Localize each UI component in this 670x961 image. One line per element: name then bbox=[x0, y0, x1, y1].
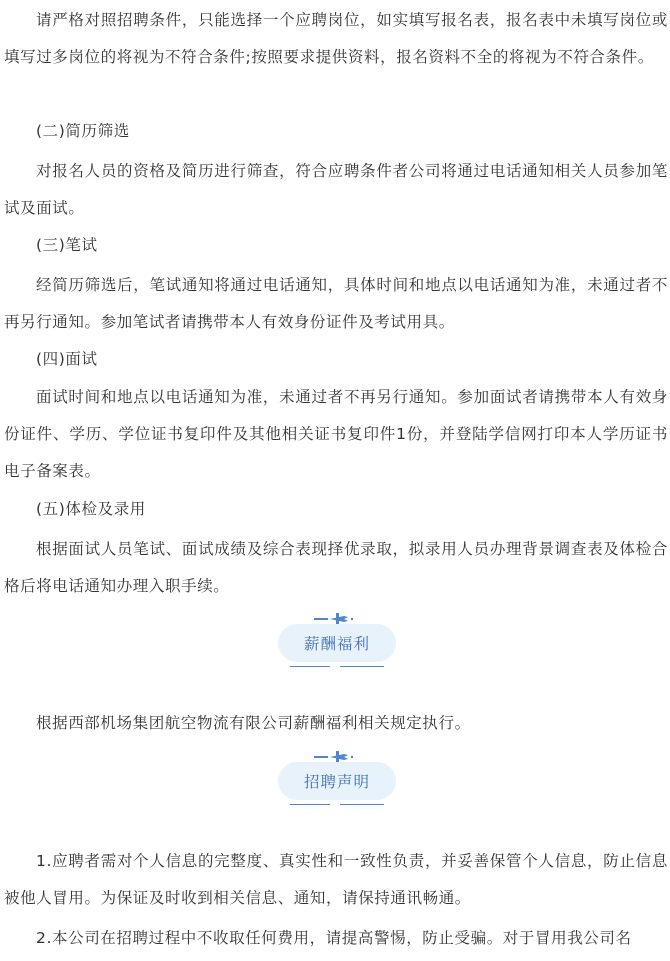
heading-written-test: (三)笔试 bbox=[36, 236, 98, 254]
section-badge-statement bbox=[278, 752, 396, 806]
section-badge-salary bbox=[278, 614, 396, 668]
badge-underline bbox=[340, 804, 384, 805]
paragraph-interview: 面试时间和地点以电话通知为准，未通过者不再另行通知。参加面试者请携带本人有效身份证件、学历、学位证书复印件及其他相关证书复印件1份，并登陆学信网打印本人学历证书电子备案表。 bbox=[4, 388, 668, 480]
paragraph-notice-2: 2.本公司在招聘过程中不收取任何费用，请提高警惕，防止受骗。对于冒用我公司名 bbox=[36, 929, 632, 947]
paragraph-application-rules: 请严格对照招聘条件，只能选择一个应聘岗位，如实填写报名表，报名表中未填写岗位或填写过多岗位的将视为不符合条件;按照要求提供资料，报名资料不全的将视为不符合条件。 bbox=[4, 11, 668, 66]
heading-resume-screening: (二)简历筛选 bbox=[36, 122, 130, 140]
badge-underline bbox=[290, 666, 330, 667]
heading-interview: (四)面试 bbox=[36, 350, 98, 368]
paragraph-written-test: 经简历筛选后，笔试通知将通过电话通知，具体时间和地点以电话通知为准，未通过者不再另行通知。参加笔试者请携带本人有效身份证件及考试用具。 bbox=[4, 276, 668, 331]
paragraph-salary: 根据西部机场集团航空物流有限公司薪酬福利相关规定执行。 bbox=[36, 714, 471, 732]
paragraph-resume-screening: 对报名人员的资格及简历进行筛查，符合应聘条件者公司将通过电话通知相关人员参加笔试及面试。 bbox=[4, 162, 668, 217]
paragraph-notice-1: 1.应聘者需对个人信息的完整度、真实性和一致性负责，并妥善保管个人信息，防止信息被他人冒用。为保证及时收到相关信息、通知，请保持通讯畅通。 bbox=[4, 852, 668, 907]
badge-underline bbox=[340, 666, 384, 667]
badge-label-statement: 招聘声明 bbox=[278, 762, 396, 800]
badge-underline bbox=[290, 804, 330, 805]
paragraph-medical-hiring: 根据面试人员笔试、面试成绩及综合表现择优录取，拟录用人员办理背景调查表及体检合格后将电话通知办理入职手续。 bbox=[4, 540, 668, 595]
heading-medical-hiring: (五)体检及录用 bbox=[36, 500, 146, 518]
badge-label-salary: 薪酬福利 bbox=[278, 624, 396, 662]
